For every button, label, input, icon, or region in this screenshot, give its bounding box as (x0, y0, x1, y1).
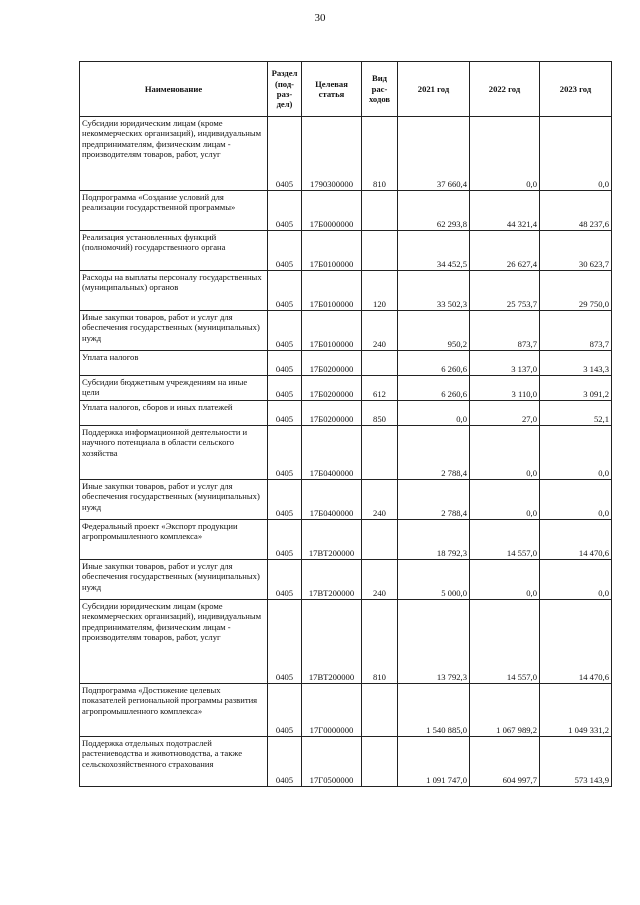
cell-2022: 604 997,7 (470, 737, 540, 787)
cell-2023: 3 143,3 (540, 351, 612, 376)
cell-section: 0405 (268, 480, 302, 520)
cell-expense-type: 612 (362, 376, 398, 401)
table-row (80, 311, 612, 351)
cell-2022: 26 627,4 (470, 231, 540, 271)
cell-section: 0405 (268, 401, 302, 426)
cell-expense-type: 850 (362, 401, 398, 426)
cell-expense-type (362, 351, 398, 376)
header-2021: 2021 год (398, 62, 470, 117)
cell-section: 0405 (268, 426, 302, 480)
cell-section: 0405 (268, 117, 302, 191)
cell-expense-type: 810 (362, 117, 398, 191)
cell-target: 17Б0200000 (302, 401, 362, 426)
table-row (80, 351, 612, 376)
cell-2022: 27,0 (470, 401, 540, 426)
cell-2022: 0,0 (470, 560, 540, 600)
cell-2022: 14 557,0 (470, 600, 540, 684)
cell-target: 17Б0400000 (302, 426, 362, 480)
table-row (80, 426, 612, 480)
header-2022: 2022 год (470, 62, 540, 117)
cell-section: 0405 (268, 376, 302, 401)
cell-name: Уплата налогов (80, 351, 268, 376)
cell-2023: 14 470,6 (540, 520, 612, 560)
cell-2023: 0,0 (540, 426, 612, 480)
cell-2021: 37 660,4 (398, 117, 470, 191)
cell-2021: 1 091 747,0 (398, 737, 470, 787)
cell-expense-type: 240 (362, 311, 398, 351)
header-2023: 2023 год (540, 62, 612, 117)
table-row (80, 600, 612, 684)
cell-name: Уплата налогов, сборов и иных платежей (80, 401, 268, 426)
header-target: Целевая статья (302, 62, 362, 117)
cell-name: Поддержка отдельных подотраслей растениеводства и животноводства, а также сельскохозяйственного страхования (80, 737, 268, 787)
cell-name: Субсидии юридическим лицам (кроме некоммерческих организаций), индивидуальным предпринимателям, физическим лицам - производителям товаров, работ, услуг (80, 117, 268, 191)
cell-target: 17Г0000000 (302, 684, 362, 737)
cell-expense-type (362, 684, 398, 737)
header-name: Наименование (80, 62, 268, 117)
header-section: Раздел (под-раз-дел) (268, 62, 302, 117)
cell-target: 1790300000 (302, 117, 362, 191)
cell-target: 17ВТ200000 (302, 520, 362, 560)
cell-target: 17Б0100000 (302, 231, 362, 271)
cell-name: Иные закупки товаров, работ и услуг для обеспечения государственных (муниципальных) нужд (80, 480, 268, 520)
cell-2022: 873,7 (470, 311, 540, 351)
cell-section: 0405 (268, 520, 302, 560)
cell-2023: 1 049 331,2 (540, 684, 612, 737)
cell-expense-type (362, 737, 398, 787)
cell-section: 0405 (268, 684, 302, 737)
table-body (80, 117, 612, 787)
cell-name: Реализация установленных функций (полномочий) государственного органа (80, 231, 268, 271)
cell-2023: 29 750,0 (540, 271, 612, 311)
cell-2021: 18 792,3 (398, 520, 470, 560)
cell-2021: 13 792,3 (398, 600, 470, 684)
cell-target: 17ВТ200000 (302, 600, 362, 684)
table-row (80, 191, 612, 231)
cell-section: 0405 (268, 560, 302, 600)
cell-section: 0405 (268, 737, 302, 787)
cell-2023: 873,7 (540, 311, 612, 351)
cell-2022: 25 753,7 (470, 271, 540, 311)
cell-2021: 62 293,8 (398, 191, 470, 231)
cell-target: 17Г0500000 (302, 737, 362, 787)
cell-2023: 30 623,7 (540, 231, 612, 271)
cell-expense-type (362, 520, 398, 560)
cell-target: 17Б0000000 (302, 191, 362, 231)
table-row (80, 480, 612, 520)
cell-name: Субсидии юридическим лицам (кроме некоммерческих организаций), индивидуальным предпринимателям, физическим лицам - производителям товаров, работ, услуг (80, 600, 268, 684)
cell-2021: 1 540 885,0 (398, 684, 470, 737)
table-row (80, 271, 612, 311)
cell-expense-type: 810 (362, 600, 398, 684)
table-row (80, 520, 612, 560)
cell-target: 17ВТ200000 (302, 560, 362, 600)
cell-2022: 3 110,0 (470, 376, 540, 401)
cell-target: 17Б0100000 (302, 271, 362, 311)
cell-2023: 0,0 (540, 117, 612, 191)
cell-section: 0405 (268, 351, 302, 376)
header-row (80, 62, 612, 117)
cell-2022: 0,0 (470, 426, 540, 480)
cell-2023: 14 470,6 (540, 600, 612, 684)
cell-2021: 5 000,0 (398, 560, 470, 600)
header-expense-type: Вид рас-ходов (362, 62, 398, 117)
cell-expense-type: 240 (362, 480, 398, 520)
cell-2022: 44 321,4 (470, 191, 540, 231)
cell-name: Иные закупки товаров, работ и услуг для обеспечения государственных (муниципальных) нужд (80, 311, 268, 351)
cell-section: 0405 (268, 600, 302, 684)
cell-section: 0405 (268, 311, 302, 351)
cell-2022: 0,0 (470, 117, 540, 191)
table-row (80, 737, 612, 787)
cell-2023: 52,1 (540, 401, 612, 426)
cell-section: 0405 (268, 191, 302, 231)
table-row (80, 684, 612, 737)
cell-expense-type (362, 191, 398, 231)
cell-name: Подпрограмма «Достижение целевых показателей региональной программы развития агропромышленного комплекса» (80, 684, 268, 737)
cell-target: 17Б0400000 (302, 480, 362, 520)
cell-target: 17Б0200000 (302, 376, 362, 401)
table-row (80, 117, 612, 191)
cell-2023: 3 091,2 (540, 376, 612, 401)
cell-section: 0405 (268, 271, 302, 311)
cell-2021: 6 260,6 (398, 376, 470, 401)
cell-name: Поддержка информационной деятельности и научного потенциала в области сельского хозяйства (80, 426, 268, 480)
cell-2021: 33 502,3 (398, 271, 470, 311)
cell-expense-type: 120 (362, 271, 398, 311)
cell-name: Подпрограмма «Создание условий для реализации государственной программы» (80, 191, 268, 231)
cell-2022: 3 137,0 (470, 351, 540, 376)
cell-target: 17Б0100000 (302, 311, 362, 351)
cell-2022: 1 067 989,2 (470, 684, 540, 737)
cell-section: 0405 (268, 231, 302, 271)
table-row (80, 401, 612, 426)
cell-2023: 0,0 (540, 560, 612, 600)
cell-2021: 2 788,4 (398, 480, 470, 520)
cell-name: Иные закупки товаров, работ и услуг для обеспечения государственных (муниципальных) нужд (80, 560, 268, 600)
page-number: 30 (314, 12, 326, 24)
cell-name: Субсидии бюджетным учреждениям на иные цели (80, 376, 268, 401)
table-row (80, 560, 612, 600)
cell-2021: 0,0 (398, 401, 470, 426)
cell-name: Расходы на выплаты персоналу государственных (муниципальных) органов (80, 271, 268, 311)
cell-expense-type (362, 426, 398, 480)
cell-target: 17Б0200000 (302, 351, 362, 376)
cell-2023: 0,0 (540, 480, 612, 520)
cell-name: Федеральный проект «Экспорт продукции агропромышленного комплекса» (80, 520, 268, 560)
cell-2021: 6 260,6 (398, 351, 470, 376)
cell-2023: 573 143,9 (540, 737, 612, 787)
cell-2022: 14 557,0 (470, 520, 540, 560)
cell-expense-type: 240 (362, 560, 398, 600)
table-row (80, 376, 612, 401)
cell-2022: 0,0 (470, 480, 540, 520)
cell-2021: 950,2 (398, 311, 470, 351)
table-row (80, 231, 612, 271)
cell-expense-type (362, 231, 398, 271)
cell-2021: 2 788,4 (398, 426, 470, 480)
cell-2021: 34 452,5 (398, 231, 470, 271)
cell-2023: 48 237,6 (540, 191, 612, 231)
budget-table (79, 61, 612, 787)
